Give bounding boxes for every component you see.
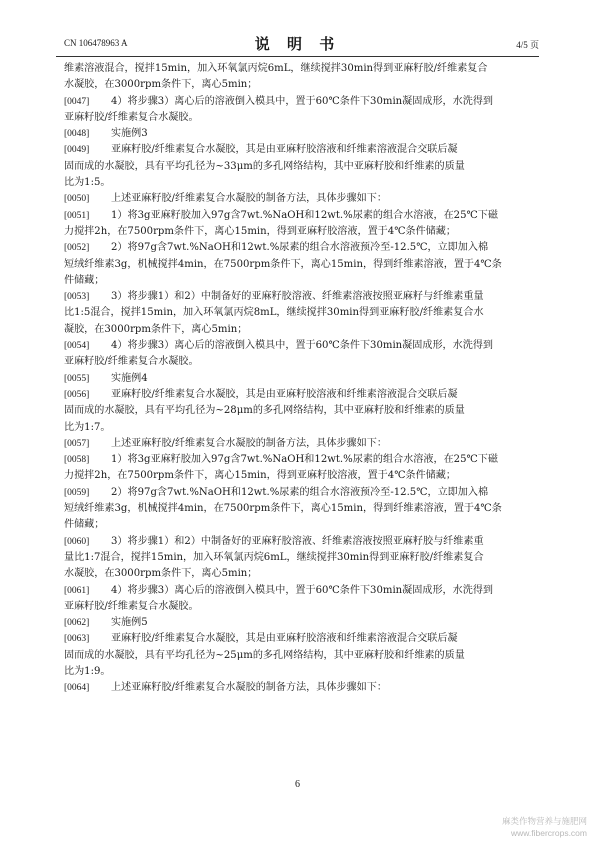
paragraph-line-numbered	[64, 631, 536, 647]
paragraph-line	[64, 175, 536, 191]
paragraph-line	[64, 550, 536, 566]
paragraph-line-numbered	[64, 208, 536, 224]
watermark	[502, 815, 587, 839]
paragraph-text: 比1:5混合，搅拌15min，加入环氧氯丙烷8mL，继续搅拌30min得到亚麻籽胶/纤维素复合水	[64, 307, 484, 319]
paragraph-text: 亚麻籽胶/纤维素复合水凝胶。	[64, 356, 199, 368]
paragraph-text: 固而成的水凝胶，具有平均孔径为~25μm的多孔网络结构，其中亚麻籽胶和纤维素的质量	[64, 649, 465, 661]
paragraph-text: 上述亚麻籽胶/纤维素复合水凝胶的制备方法，具体步骤如下：	[111, 682, 387, 694]
paragraph-text: 上述亚麻籽胶/纤维素复合水凝胶的制备方法，具体步骤如下：	[111, 193, 387, 205]
paragraph-number: [0048]	[64, 129, 90, 140]
paragraph-line-numbered	[64, 387, 536, 403]
paragraph-number: [0053]	[64, 292, 90, 303]
paragraph-line	[64, 468, 536, 484]
paragraph-text: 上述亚麻籽胶/纤维素复合水凝胶的制备方法，具体步骤如下：	[111, 437, 387, 449]
page-indicator: 4/5 页	[516, 40, 539, 50]
paragraph-text: 固而成的水凝胶，具有平均孔径为~33μm的多孔网络结构，其中亚麻籽胶和纤维素的质量	[64, 160, 465, 172]
paragraph-text: 3）将步骤1）和2）中制备好的亚麻籽胶溶液、纤维素溶液按照亚麻籽与纤维素重量	[111, 291, 484, 303]
paragraph-line-numbered	[64, 452, 536, 468]
header-divider	[56, 56, 539, 57]
paragraph-text: 量比1:7混合，搅拌15min，加入环氧氯丙烷6mL，继续搅拌30min得到亚麻籽胶/纤维素复合	[64, 551, 484, 563]
paragraph-line	[64, 110, 536, 126]
paragraph-line	[64, 354, 536, 370]
paragraph-line	[64, 61, 536, 77]
paragraph-text: 4）将步骤3）离心后的溶液倒入模具中，置于60℃条件下30min凝固成形，水洗得到	[111, 95, 494, 107]
paragraph-text: 力搅拌2h，在7500rpm条件下，离心15min，得到亚麻籽胶溶液，置于4℃条件储藏；	[64, 225, 456, 237]
paragraph-text: 比为1:9。	[64, 665, 111, 677]
paragraph-line-numbered	[64, 615, 536, 631]
paragraph-line-numbered	[64, 680, 536, 696]
paragraph-line	[64, 403, 536, 419]
page-header	[56, 0, 539, 58]
page-number: 6	[295, 779, 300, 790]
paragraph-line	[64, 599, 536, 615]
paragraph-text: 亚麻籽胶/纤维素复合水凝胶。	[64, 111, 199, 123]
paragraph-line-numbered	[64, 371, 536, 387]
paragraph-line-numbered	[64, 338, 536, 354]
paragraph-text: 短绒纤维素3g，机械搅拌4min，在7500rpm条件下，离心15min，得到纤维素溶液，置于4℃条	[64, 503, 502, 515]
paragraph-line	[64, 420, 536, 436]
paragraph-text: 2）将97g含7wt.%NaOH和12wt.%尿素的组合水溶液预冷至-12.5℃，立即加入棉	[111, 486, 489, 498]
paragraph-line-numbered	[64, 289, 536, 305]
paragraph-text: 水凝胶，在3000rpm条件下，离心5min；	[64, 568, 258, 580]
paragraph-text: 亚麻籽胶/纤维素复合水凝胶，其是由亚麻籽胶溶液和纤维素溶液混合交联后凝	[111, 633, 458, 645]
paragraph-text: 实施例3	[111, 128, 148, 140]
document-body	[64, 61, 536, 697]
paragraph-text: 3）将步骤1）和2）中制备好的亚麻籽胶溶液、纤维素溶液按照亚麻籽胶与纤维素重	[111, 535, 484, 547]
paragraph-line	[64, 77, 536, 93]
paragraph-line	[64, 566, 536, 582]
paragraph-number: [0049]	[64, 145, 90, 156]
paragraph-line	[64, 648, 536, 664]
watermark-url: www.fibercrops.com	[510, 828, 587, 838]
paragraph-number: [0055]	[64, 373, 90, 384]
paragraph-number: [0062]	[64, 618, 90, 629]
paragraph-line	[64, 501, 536, 517]
paragraph-number: [0052]	[64, 243, 90, 254]
paragraph-number: [0058]	[64, 455, 90, 466]
paragraph-line	[64, 517, 536, 533]
paragraph-line	[64, 322, 536, 338]
paragraph-text: 短绒纤维素3g，机械搅拌4min，在7500rpm条件下，离心15min，得到纤维素溶液，置于4℃条	[64, 258, 502, 270]
paragraph-number: [0057]	[64, 438, 90, 449]
paragraph-text: 实施例4	[111, 372, 148, 384]
paragraph-number: [0060]	[64, 536, 90, 547]
paragraph-line-numbered	[64, 191, 536, 207]
paragraph-line	[64, 257, 536, 273]
paragraph-line-numbered	[64, 534, 536, 550]
paragraph-line	[64, 305, 536, 321]
paragraph-number: [0054]	[64, 341, 90, 352]
paragraph-line	[64, 159, 536, 175]
patent-number: CN 106478963 A	[64, 38, 128, 48]
paragraph-line-numbered	[64, 485, 536, 501]
paragraph-number: [0064]	[64, 683, 90, 694]
paragraph-text: 件储藏；	[64, 519, 105, 531]
watermark-site-name: 麻类作物营养与施肥网	[501, 816, 587, 826]
paragraph-line-numbered	[64, 126, 536, 142]
paragraph-text: 4）将步骤3）离心后的溶液倒入模具中，置于60℃条件下30min凝固成形，水洗得到	[111, 584, 494, 596]
paragraph-text: 亚麻籽胶/纤维素复合水凝胶，其是由亚麻籽胶溶液和纤维素溶液混合交联后凝	[111, 144, 458, 156]
paragraph-line-numbered	[64, 583, 536, 599]
paragraph-text: 比为1:5。	[64, 177, 111, 189]
paragraph-line-numbered	[64, 142, 536, 158]
paragraph-text: 4）将步骤3）离心后的溶液倒入模具中，置于60℃条件下30min凝固成形，水洗得到	[111, 340, 494, 352]
paragraph-number: [0050]	[64, 194, 90, 205]
paragraph-line-numbered	[64, 94, 536, 110]
paragraph-text: 凝胶，在3000rpm条件下，离心5min；	[64, 323, 248, 335]
paragraph-line	[64, 664, 536, 680]
paragraph-text: 维素溶液混合，搅拌15min，加入环氧氯丙烷6mL，继续搅拌30min得到亚麻籽胶/纤维素复合	[64, 63, 488, 74]
paragraph-number: [0047]	[64, 96, 90, 107]
paragraph-text: 水凝胶，在3000rpm条件下，离心5min；	[64, 79, 258, 91]
paragraph-text: 实施例5	[111, 617, 148, 629]
paragraph-line-numbered	[64, 436, 536, 452]
document-title: 说 明 书	[254, 35, 341, 53]
paragraph-line	[64, 224, 536, 240]
paragraph-text: 件储藏；	[64, 274, 105, 286]
paragraph-line	[64, 273, 536, 289]
paragraph-number: [0056]	[64, 389, 90, 400]
paragraph-text: 1）将3g亚麻籽胶加入97g含7wt.%NaOH和12wt.%尿素的组合水溶液，在25℃下磁	[111, 209, 498, 221]
paragraph-text: 力搅拌2h，在7500rpm条件下，离心15min，得到亚麻籽胶溶液，置于4℃条件储藏；	[64, 470, 456, 482]
paragraph-number: [0051]	[64, 210, 90, 221]
paragraph-line-numbered	[64, 240, 536, 256]
paragraph-text: 2）将97g含7wt.%NaOH和12wt.%尿素的组合水溶液预冷至-12.5℃，立即加入棉	[111, 242, 489, 254]
paragraph-text: 比为1:7。	[64, 421, 111, 433]
paragraph-text: 亚麻籽胶/纤维素复合水凝胶。	[64, 600, 199, 612]
paragraph-number: [0061]	[64, 585, 90, 596]
paragraph-number: [0059]	[64, 487, 90, 498]
paragraph-text: 1）将3g亚麻籽胶加入97g含7wt.%NaOH和12wt.%尿素的组合水溶液，在25℃下磁	[111, 454, 498, 466]
paragraph-text: 亚麻籽胶/纤维素复合水凝胶，其是由亚麻籽胶溶液和纤维素溶液混合交联后凝	[111, 388, 458, 400]
paragraph-number: [0063]	[64, 634, 90, 645]
paragraph-text: 固而成的水凝胶，具有平均孔径为~28μm的多孔网络结构，其中亚麻籽胶和纤维素的质量	[64, 405, 465, 417]
